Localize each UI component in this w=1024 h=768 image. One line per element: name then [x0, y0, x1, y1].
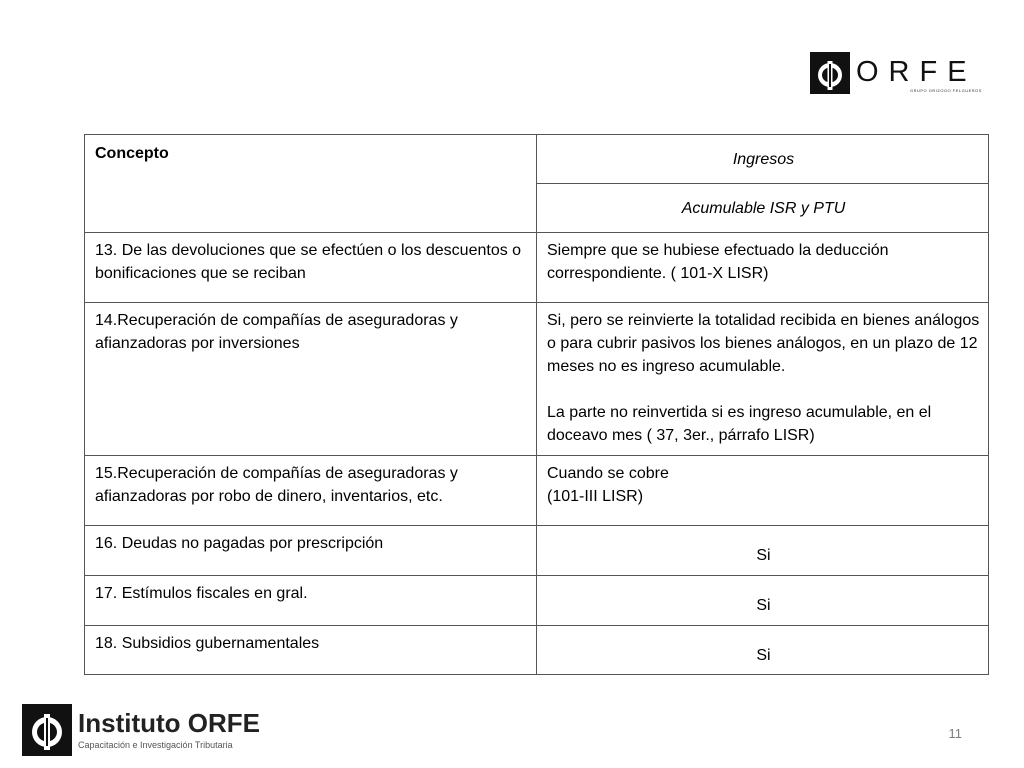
paragraph-gap	[547, 378, 980, 401]
orfe-wordmark: ORFE	[856, 56, 977, 88]
table-header-row	[85, 135, 989, 184]
row-17-value: Si	[537, 576, 989, 626]
row-13-concept: 13. De las devoluciones que se efectúen o los descuentos o bonificaciones que se reciban	[85, 233, 537, 303]
row-15-value-line-2: (101-III LISR)	[547, 488, 644, 505]
row-14-value-paragraph-1: Si, pero se reinvierte la totalidad recibida en bienes análogos o para cubrir pasivos los bienes análogos, en un plazo de 12 meses no es ingreso acumulable.	[547, 312, 980, 375]
header-acumulable: Acumulable ISR y PTU	[537, 184, 989, 233]
orfe-logo	[810, 52, 980, 96]
row-15-concept: 15.Recuperación de compañías de aseguradoras y afianzadoras por robo de dinero, inventarios, etc.	[85, 456, 537, 526]
row-14-concept: 14.Recuperación de compañías de aseguradoras y afianzadoras por inversiones	[85, 303, 537, 456]
row-15-value-line-1: Cuando se cobre	[547, 465, 669, 482]
row-18-value: Si	[537, 626, 989, 675]
page-number: 11	[948, 726, 962, 741]
table-row	[85, 456, 989, 526]
header-concepto: Concepto	[85, 135, 537, 233]
row-15-value	[537, 456, 989, 526]
table-row	[85, 233, 989, 303]
row-14-value-paragraph-2: La parte no reinvertida si es ingreso acumulable, en el doceavo mes ( 37, 3er., párrafo LISR)	[547, 404, 932, 444]
instituto-orfe-title: Instituto ORFE	[78, 708, 260, 738]
orfe-tagline: GRUPO ORIZOGO FELGUEROS	[910, 88, 982, 93]
orfe-emblem-icon	[810, 52, 850, 94]
instituto-orfe-logo	[22, 702, 282, 760]
table-row	[85, 576, 989, 626]
row-16-value: Si	[537, 526, 989, 576]
table-row	[85, 303, 989, 456]
row-17-concept: 17. Estímulos fiscales en gral.	[85, 576, 537, 626]
header-ingresos: Ingresos	[537, 135, 989, 184]
table-row	[85, 626, 989, 675]
income-table	[84, 134, 989, 675]
orfe-emblem-icon	[22, 704, 72, 756]
instituto-orfe-subtitle: Capacitación e Investigación Tributaria	[78, 740, 233, 750]
row-16-concept: 16. Deudas no pagadas por prescripción	[85, 526, 537, 576]
table-row	[85, 526, 989, 576]
row-18-concept: 18. Subsidios gubernamentales	[85, 626, 537, 675]
row-13-value: Siempre que se hubiese efectuado la deducción correspondiente. ( 101-X LISR)	[537, 233, 989, 303]
row-14-value	[537, 303, 989, 456]
